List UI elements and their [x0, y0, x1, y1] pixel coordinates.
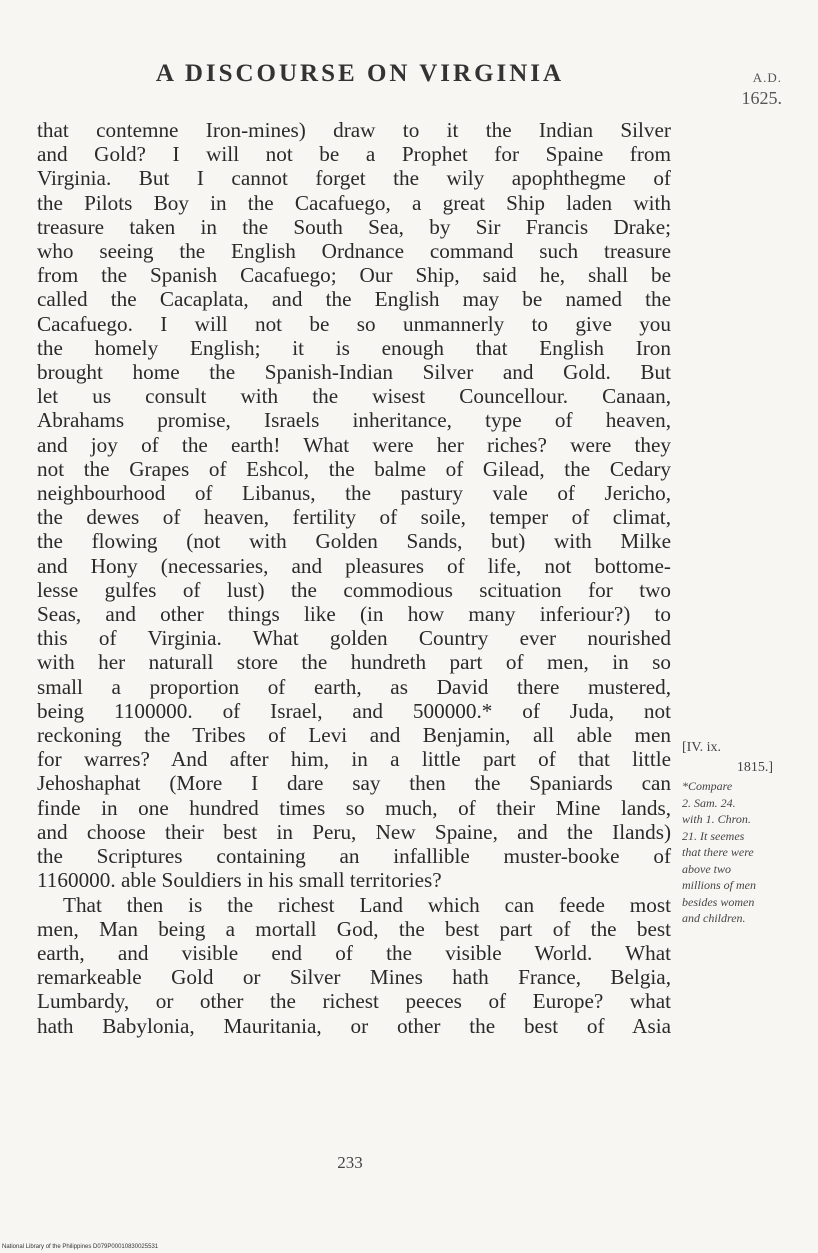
text-line: being 1100000. of Israel, and 500000.* of Juda, not: [37, 698, 671, 723]
text-line: who seeing the English Ordnance command such treasure: [37, 239, 671, 264]
text-line: Abrahams promise, Israels inheritance, type of heaven,: [37, 408, 671, 433]
text-line: hath Babylonia, Mauritania, or other the best of Asia: [37, 1013, 671, 1038]
margin-note-line: and children.: [682, 911, 746, 925]
date-era: A.D.: [752, 70, 782, 85]
body-text: [37, 118, 671, 1038]
text-line: Virginia. But I cannot forget the wily apophthegme of: [37, 166, 671, 191]
text-line: treasure taken in the South Sea, by Sir Francis Drake;: [37, 214, 671, 239]
text-line: reckoning the Tribes of Levi and Benjamin, all able men: [37, 723, 671, 748]
text-line: Seas, and other things like (in how many inferiour?) to: [37, 602, 671, 627]
text-line: 1160000. able Souldiers in his small territories?: [37, 868, 442, 893]
running-head: A DISCOURSE ON VIRGINIA: [155, 60, 565, 87]
text-line: Lumbardy, or other the richest peeces of Europe? what: [37, 989, 671, 1014]
text-line: and choose their best in Peru, New Spaine, and the Ilands): [37, 819, 671, 844]
page-number: 233: [337, 1153, 363, 1172]
date-year: 1625.: [741, 88, 782, 108]
text-line: and Gold? I will not be a Prophet for Spaine from: [37, 142, 671, 167]
margin-date: [712, 70, 782, 109]
text-line: finde in one hundred times so much, of their Mine lands,: [37, 795, 671, 820]
text-line: that contemne Iron-mines) draw to it the Indian Silver: [37, 118, 671, 142]
margin-note-line: that there were: [682, 845, 754, 859]
margin-reference: 1815.]: [736, 760, 773, 775]
text-line: men, Man being a mortall God, the best part of the best: [37, 916, 671, 941]
margin-note-line: 21. It seemes: [682, 828, 745, 843]
text-line: and Hony (necessaries, and pleasures of life, not bottome-: [37, 553, 671, 578]
text-line: called the Cacaplata, and the English may be named the: [37, 287, 671, 312]
text-line: let us consult with the wisest Councellour. Canaan,: [37, 384, 671, 409]
text-line: That then is the richest Land which can feede most: [63, 892, 671, 917]
text-line: remarkeable Gold or Silver Mines hath France, Belgia,: [37, 965, 671, 990]
text-line: lesse gulfes of lust) the commodious scituation for two: [37, 577, 671, 602]
margin-note-line: above two: [682, 861, 731, 876]
margin-note-line: with 1. Chron.: [682, 812, 751, 826]
scan-footer: National Library of the Philippines D079P00010830025531: [2, 1244, 159, 1250]
text-line: and joy of the earth! What were her riches? were they: [37, 432, 671, 457]
text-line: from the Spanish Cacafuego; Our Ship, said he, shall be: [37, 263, 671, 288]
text-line: Jehoshaphat (More I dare say then the Spaniards can: [37, 771, 671, 796]
text-line: this of Virginia. What golden Country ever nourished: [37, 626, 671, 651]
margin-reference: [IV. ix.: [682, 740, 722, 755]
text-line: earth, and visible end of the visible World. What: [37, 940, 671, 965]
text-line: the flowing (not with Golden Sands, but) with Milke: [37, 529, 671, 554]
text-line: the dewes of heaven, fertility of soile, temper of climat,: [37, 505, 671, 530]
margin-note-line: besides women: [682, 894, 755, 909]
margin-note-line: *Compare: [682, 779, 733, 793]
margin-note-line: 2. Sam. 24.: [682, 795, 736, 810]
text-line: with her naturall store the hundreth part of men, in so: [37, 650, 671, 675]
margin-note-line: millions of men: [682, 878, 756, 892]
text-line: Cacafuego. I will not be so unmannerly to give you: [37, 311, 671, 336]
text-line: small a proportion of earth, as David there mustered,: [37, 674, 671, 699]
text-line: for warres? And after him, in a little part of that little: [37, 747, 671, 772]
text-line: the homely English; it is enough that English Iron: [37, 335, 671, 360]
text-line: not the Grapes of Eshcol, the balme of Gilead, the Cedary: [37, 456, 671, 481]
text-line: the Pilots Boy in the Cacafuego, a great Ship laden with: [37, 190, 671, 215]
text-line: brought home the Spanish-Indian Silver and Gold. But: [37, 360, 671, 385]
margin-notes: [682, 738, 797, 927]
text-line: the Scriptures containing an infallible muster-booke of: [37, 844, 671, 869]
text-line: neighbourhood of Libanus, the pastury vale of Jericho,: [37, 481, 671, 506]
